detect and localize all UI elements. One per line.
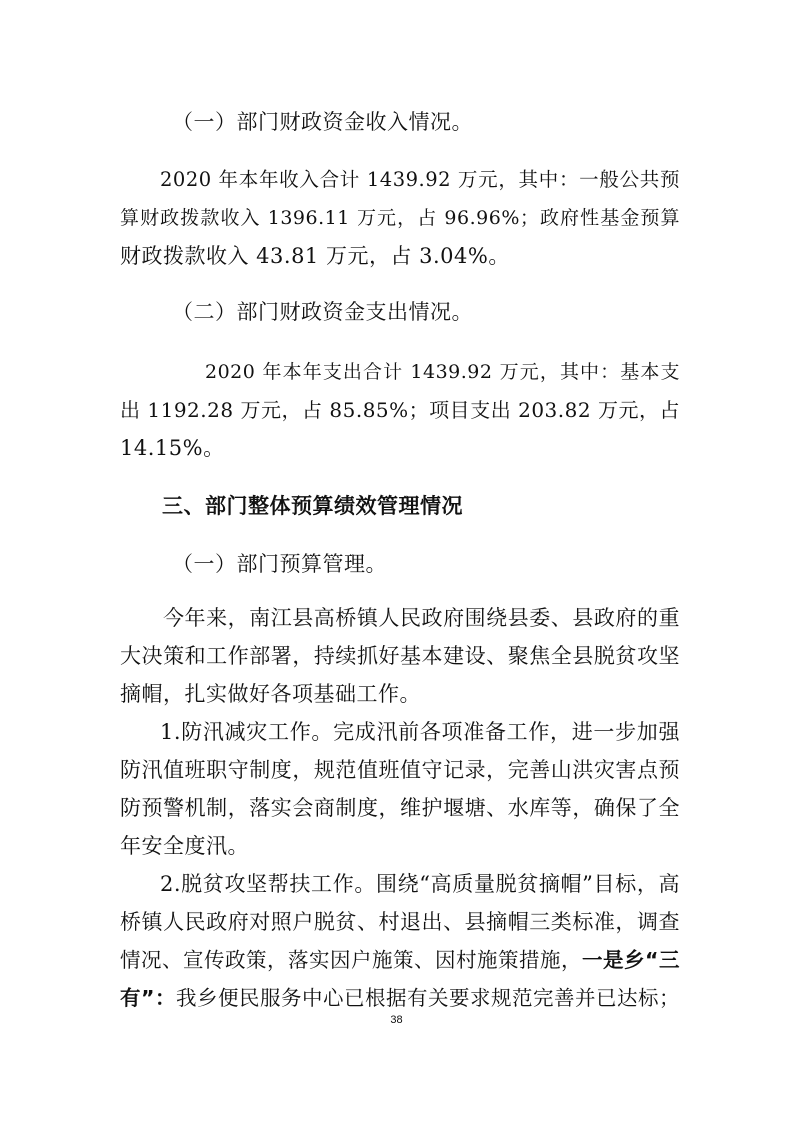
subsection-title-budget: （一）部门预算管理。	[172, 552, 387, 576]
item2-line-3-text: 情况、宣传政策，落实因户施策、因村施策措施，	[120, 948, 582, 972]
expense-paragraph-line-3: 14.15%。	[120, 436, 225, 460]
subsection-title-expense: （二）部门财政资金支出情况。	[172, 300, 473, 324]
subsection-title-income: （一）部门财政资金收入情况。	[172, 110, 473, 134]
item2-emphasis-2: 有”：	[120, 986, 176, 1010]
expense-paragraph-line-2: 出 1192.28 万元，占 85.85%；项目支出 203.82 万元，占	[120, 398, 680, 422]
section-heading: 三、部门整体预算绩效管理情况	[162, 494, 463, 518]
item1-line-2: 防汛值班职守制度，规范值班值守记录，完善山洪灾害点预	[120, 758, 680, 782]
income-paragraph-line-3: 财政拨款收入 43.81 万元，占 3.04%。	[120, 244, 510, 268]
intro-paragraph-line-1: 今年来，南江县高桥镇人民政府围绕县委、县政府的重	[163, 606, 680, 630]
income-paragraph-line-2: 算财政拨款收入 1396.11 万元，占 96.96%；政府性基金预算	[120, 207, 680, 229]
intro-paragraph-line-2: 大决策和工作部署，持续抓好基本建设、聚焦全县脱贫攻坚	[120, 644, 680, 668]
item2-line-4	[120, 984, 680, 1012]
item1-line-4: 年安全度汛。	[120, 834, 249, 858]
item1-line-3: 防预警机制，落实会商制度，维护堰塘、水库等，确保了全	[120, 796, 680, 820]
expense-paragraph-line-1: 2020 年本年支出合计 1439.92 万元，其中：基本支	[205, 361, 680, 383]
item2-line-3	[120, 946, 680, 974]
item1-line-1: 1.防汛减灾工作。完成汛前各项准备工作，进一步加强	[160, 720, 680, 744]
intro-paragraph-line-3: 摘帽，扎实做好各项基础工作。	[120, 682, 421, 706]
item2-line-4-text: 我乡便民服务中心已根据有关要求规范完善并已达标；	[175, 986, 680, 1010]
page-number: 38	[390, 1014, 403, 1026]
item2-line-1: 2.脱贫攻坚帮扶工作。围绕“高质量脱贫摘帽”目标，高	[160, 872, 680, 896]
item2-line-2: 桥镇人民政府对照户脱贫、村退出、县摘帽三类标准，调查	[120, 910, 680, 934]
item2-emphasis-1: 一是乡“三	[582, 948, 680, 972]
income-paragraph-line-1: 2020 年本年收入合计 1439.92 万元，其中：一般公共预	[160, 168, 680, 191]
